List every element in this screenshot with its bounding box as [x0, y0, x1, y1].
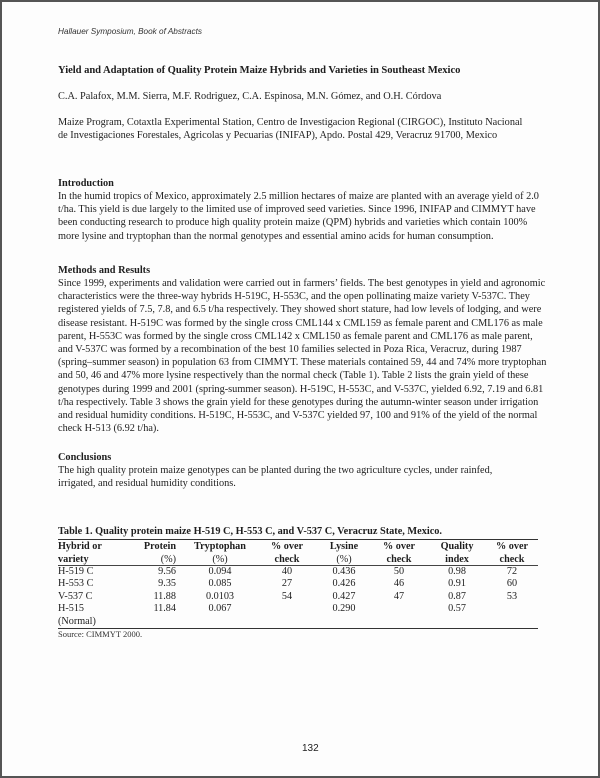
section-methods-results	[58, 264, 550, 435]
table-cell: 0.290	[332, 603, 356, 615]
table-caption: Table 1. Quality protein maize H-519 C, H-553 C, and V-537 C, Veracruz State, Mexico.	[58, 526, 538, 540]
table-row	[58, 616, 538, 629]
column-header: Tryptophan	[194, 541, 246, 552]
table-cell: 72	[506, 566, 518, 577]
column-header: % over	[383, 541, 415, 552]
table-cell: 0.91	[448, 578, 466, 590]
table-cell: 46	[393, 578, 405, 590]
column-header: (%)	[318, 553, 370, 566]
table-cell	[370, 616, 428, 629]
table-cell	[184, 616, 256, 629]
section-heading: Conclusions	[58, 452, 112, 463]
table-cell: 11.88	[153, 590, 176, 602]
column-header: check	[370, 553, 428, 566]
table-cell	[428, 616, 486, 629]
table-cell: 0.067	[208, 603, 232, 615]
section-body: Since 1999, experiments and validation were carried out in farmers’ fields. The best genotypes in yield and agronomic characteristics were the three-way hybrids H-519C, H-553C, and the open pollinating maize variety V-537C. They registered yields of 7.5, 7.8, and 6.5 t/ha respectively. They showed short stature, had low levels of lodging, and were disease resistant. H-519C was formed by the single cross CML144 x CML159 as female parent and CML176 as male parent, H-553C was formed by the single cross CML142 x CML150 as female parent and CML176 as male parent, and V-537C was formed by a recombination of the best 10 families selected in Poza Rica, Veracruz, during 1987 (spring–summer season) in population 63 from CIMMYT. These materials contained 59, 44 and 74% more tryptophan and 50, 46 and 47% more lysine respectively than the normal check (Table 1). Table 2 lists the grain yield of these genotypes during 1999 and 2001 (spring-summer season). H-519C, H-553C, and V-537C, yielded 6.92, 7.19 and 6.81 t/ha respectively. Table 3 shows the grain yield for these genotypes during the autumn-winter season under irrigation and residual humidity conditions. H-519C, H-553C, and V-537C yielded 97, 100 and 91% of the yield of the normal check H-513 (6.92 t/ha).	[58, 278, 547, 435]
table-row	[58, 603, 538, 615]
table-cell: 9.56	[158, 566, 176, 577]
table-cell: 0.98	[448, 566, 466, 577]
table-cell: 47	[393, 590, 405, 602]
column-header: check	[486, 553, 538, 566]
column-header: Quality	[440, 541, 474, 552]
header-row	[58, 553, 538, 566]
table-row	[58, 578, 538, 590]
header-row	[58, 540, 538, 553]
table-cell	[130, 616, 184, 629]
table-cell: 0.085	[208, 578, 232, 590]
column-header: Protein	[143, 541, 176, 552]
section-heading: Methods and Results	[58, 265, 151, 276]
column-header: Lysine	[329, 541, 359, 552]
running-head: Hallauer Symposium, Book of Abstracts	[58, 27, 202, 36]
column-header: Hybrid or	[58, 541, 102, 552]
table-cell: 0.094	[208, 566, 232, 577]
row-label-cell: V-537 C	[58, 590, 93, 602]
table-cell	[370, 603, 428, 615]
table-cell: 53	[506, 590, 518, 602]
section-heading: Introduction	[58, 178, 114, 189]
table-cell	[256, 616, 318, 629]
table-cell: 54	[281, 590, 293, 602]
data-table	[58, 540, 538, 629]
section-conclusions	[58, 451, 528, 490]
page-number: 132	[302, 743, 319, 754]
table-cell: 27	[281, 578, 293, 590]
author-list: C.A. Palafox, M.M. Sierra, M.F. Rodriguez, C.A. Espinosa, M.N. Gómez, and O.H. Córdova	[58, 91, 442, 102]
table-cell: 50	[393, 566, 405, 577]
column-header: variety	[58, 553, 130, 566]
table-cell	[256, 603, 318, 615]
table-body	[58, 566, 538, 629]
column-header: check	[256, 553, 318, 566]
table-cell: 9.35	[158, 578, 176, 590]
table-cell: 0.57	[448, 603, 466, 615]
table-cell: 0.426	[332, 578, 356, 590]
column-header: (%)	[184, 553, 256, 566]
table-1	[58, 526, 538, 640]
row-label-cell: H-519 C	[58, 566, 94, 577]
table-row	[58, 566, 538, 579]
table-cell: 60	[506, 578, 518, 590]
table-source: Source: CIMMYT 2000.	[58, 629, 143, 640]
table-cell	[486, 603, 538, 615]
table-cell: 0.87	[448, 590, 466, 602]
table-cell: 11.84	[153, 603, 176, 615]
table-row	[58, 591, 538, 603]
column-header: % over	[271, 541, 303, 552]
table-cell: 40	[281, 566, 293, 577]
row-label-cell: H-553 C	[58, 578, 94, 590]
row-label-cell: H-515	[58, 603, 85, 615]
row-label-cell: (Normal)	[58, 616, 130, 629]
section-body: In the humid tropics of Mexico, approximately 2.5 million hectares of maize are planted with an average yield of 2.0 t/ha. This yield is due largely to the limited use of improved seed varieties. Since 1996, INIFAP and CIMMYT have been conducting research to produce high quality protein maize (QPM) hybrids and varieties which contain 100% more lysine and tryptophan than the normal genotypes and essential amino acids for human consumption.	[58, 191, 539, 242]
section-body: The high quality protein maize genotypes can be planted during the two agriculture cycles, under rainfed, irrigated, and residual humidity conditions.	[58, 465, 493, 490]
table-cell: 0.0103	[205, 590, 234, 602]
table-cell	[486, 616, 538, 629]
column-header: (%)	[130, 553, 184, 566]
column-header: index	[428, 553, 486, 566]
section-introduction	[58, 177, 550, 243]
paper-title: Yield and Adaptation of Quality Protein Maize Hybrids and Varieties in Southeast Mexico	[58, 65, 461, 76]
column-header: % over	[496, 541, 528, 552]
affiliation: Maize Program, Cotaxtla Experimental Station, Centro de Investigacion Regional (CIRGOC), Instituto Nacional de Investigaciones Forestales, Agricolas y Pecuarias (INIFAP), Apdo. Postal 429, Veracruz 91700, Mexico	[58, 117, 523, 141]
table-cell: 0.427	[332, 590, 356, 602]
table-cell: 0.436	[332, 566, 356, 577]
table-cell	[318, 616, 370, 629]
